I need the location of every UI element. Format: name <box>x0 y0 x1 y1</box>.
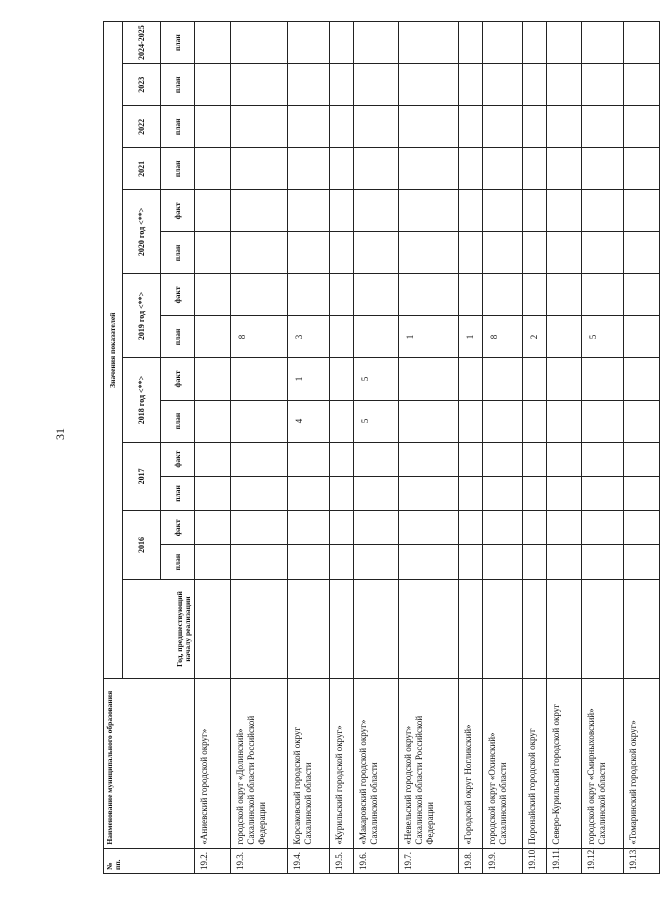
cell-2024-2025-plan <box>582 22 624 64</box>
municipality-name: «Городской округ Ногликский» <box>459 679 483 848</box>
cell-2017-fact <box>330 442 354 476</box>
cell-2018-fact <box>547 358 582 400</box>
row-number: 19.11. <box>547 848 582 873</box>
cell-2019-plan: 8 <box>231 316 288 358</box>
cell-2016-plan <box>547 545 582 579</box>
cell-2017-plan <box>624 476 660 510</box>
table-row <box>195 22 231 874</box>
cell-2018-fact <box>399 358 459 400</box>
cell-2019-plan: 2 <box>523 316 547 358</box>
header-year-2016: 2016 <box>123 511 161 580</box>
cell-2018-plan <box>547 400 582 442</box>
row-number: 19.9. <box>483 848 523 873</box>
header-year-2021: 2021 <box>123 148 161 190</box>
cell-2023-plan <box>330 64 354 106</box>
cell-2016-plan <box>483 545 523 579</box>
cell-2016-plan <box>523 545 547 579</box>
cell-2018-plan <box>459 400 483 442</box>
cell-2021-plan <box>523 148 547 190</box>
cell-2019-fact <box>231 274 288 316</box>
cell-2020-plan <box>582 232 624 274</box>
cell-2020-fact <box>231 190 288 232</box>
cell-2018-fact <box>195 358 231 400</box>
row-number: 19.7. <box>399 848 459 873</box>
municipality-name: Поронайский городской округ <box>523 679 547 848</box>
cell-2016-plan <box>459 545 483 579</box>
cell-2024-2025-plan <box>399 22 459 64</box>
municipality-name: «Томаринский городской округ» <box>624 679 660 848</box>
cell-2020-fact <box>459 190 483 232</box>
municipality-name: городской округ «Долинский» Сахалинской области Российской Федерации <box>231 679 288 848</box>
cell-2016-fact <box>582 511 624 545</box>
cell-2016-plan <box>399 545 459 579</box>
cell-2021-plan <box>354 148 399 190</box>
cell-2018-plan <box>231 400 288 442</box>
cell-2016-fact <box>624 511 660 545</box>
cell-2020-plan <box>330 232 354 274</box>
cell-2024-2025-plan <box>624 22 660 64</box>
cell-2018-plan <box>195 400 231 442</box>
cell-2019-fact <box>582 274 624 316</box>
cell-2019-fact <box>330 274 354 316</box>
cell-2018-plan: 5 <box>354 400 399 442</box>
header-year-prior: Год, предшествующий началу реализации <box>123 579 195 679</box>
cell-2016-fact <box>547 511 582 545</box>
row-number: 19.5. <box>330 848 354 873</box>
cell-2018-plan <box>523 400 547 442</box>
cell-2024-2025-plan <box>483 22 523 64</box>
cell-2022-plan <box>547 106 582 148</box>
header-2022-plan: план <box>161 106 195 148</box>
cell-2020-plan <box>288 232 330 274</box>
cell-2018-plan <box>483 400 523 442</box>
header-2020-fact: факт <box>161 190 195 232</box>
municipality-name: «Аниевский городской округ» <box>195 679 231 848</box>
cell-2016-fact <box>459 511 483 545</box>
cell-2019-fact <box>459 274 483 316</box>
header-2020-plan: план <box>161 232 195 274</box>
cell-2021-plan <box>624 148 660 190</box>
table-row <box>330 22 354 874</box>
table-row <box>354 22 399 874</box>
cell-2022-plan <box>231 106 288 148</box>
cell-2017-fact <box>483 442 523 476</box>
row-number: 19.8. <box>459 848 483 873</box>
cell-year-prior <box>547 579 582 679</box>
cell-2016-fact <box>195 511 231 545</box>
indicators-table <box>103 21 660 874</box>
cell-2019-plan: 3 <box>288 316 330 358</box>
header-2019-plan: план <box>161 316 195 358</box>
header-2017-fact: факт <box>161 442 195 476</box>
cell-2023-plan <box>582 64 624 106</box>
cell-year-prior <box>399 579 459 679</box>
header-2018-fact: факт <box>161 358 195 400</box>
cell-2018-fact <box>523 358 547 400</box>
cell-2016-fact <box>523 511 547 545</box>
cell-2020-plan <box>231 232 288 274</box>
cell-2019-plan: 1 <box>399 316 459 358</box>
header-2021-plan: план <box>161 148 195 190</box>
municipality-name: городской округ «Смирныховский» Сахалинской области <box>582 679 624 848</box>
cell-2017-plan <box>354 476 399 510</box>
cell-2019-plan: 8 <box>483 316 523 358</box>
cell-2019-fact <box>523 274 547 316</box>
cell-2020-plan <box>399 232 459 274</box>
cell-2018-fact <box>330 358 354 400</box>
cell-2021-plan <box>330 148 354 190</box>
cell-2019-fact <box>288 274 330 316</box>
cell-2021-plan <box>288 148 330 190</box>
header-2016-plan: план <box>161 545 195 579</box>
cell-year-prior <box>624 579 660 679</box>
cell-2023-plan <box>483 64 523 106</box>
cell-2023-plan <box>288 64 330 106</box>
cell-2020-fact <box>195 190 231 232</box>
cell-year-prior <box>354 579 399 679</box>
cell-2016-plan <box>195 545 231 579</box>
cell-2019-plan <box>547 316 582 358</box>
cell-2019-plan <box>195 316 231 358</box>
cell-2022-plan <box>330 106 354 148</box>
header-no: № пп. <box>104 848 195 873</box>
cell-2018-fact: 5 <box>354 358 399 400</box>
cell-2023-plan <box>624 64 660 106</box>
cell-2016-fact <box>483 511 523 545</box>
cell-2024-2025-plan <box>195 22 231 64</box>
cell-2020-fact <box>624 190 660 232</box>
cell-2017-plan <box>330 476 354 510</box>
cell-2018-plan <box>624 400 660 442</box>
header-year-2023: 2023 <box>123 64 161 106</box>
cell-2019-plan <box>354 316 399 358</box>
cell-2018-fact <box>624 358 660 400</box>
cell-2020-fact <box>399 190 459 232</box>
table-row <box>624 22 660 874</box>
cell-2019-fact <box>483 274 523 316</box>
municipality-name: городской округ «Охинский» Сахалинской области <box>483 679 523 848</box>
cell-year-prior <box>483 579 523 679</box>
cell-year-prior <box>582 579 624 679</box>
cell-2017-fact <box>523 442 547 476</box>
cell-2018-fact <box>483 358 523 400</box>
cell-2018-plan <box>330 400 354 442</box>
cell-2023-plan <box>399 64 459 106</box>
cell-2016-plan <box>624 545 660 579</box>
row-number: 19.10. <box>523 848 547 873</box>
cell-2024-2025-plan <box>231 22 288 64</box>
cell-2019-plan: 5 <box>582 316 624 358</box>
header-2017-plan: план <box>161 476 195 510</box>
municipality-name: «Невельский городской округ» Сахалинской области Российской Федерации <box>399 679 459 848</box>
row-number: 19.12. <box>582 848 624 873</box>
cell-2016-fact <box>354 511 399 545</box>
cell-2023-plan <box>459 64 483 106</box>
cell-2022-plan <box>523 106 547 148</box>
cell-2019-fact <box>399 274 459 316</box>
cell-2024-2025-plan <box>354 22 399 64</box>
cell-2017-plan <box>547 476 582 510</box>
cell-2017-plan <box>582 476 624 510</box>
cell-2017-fact <box>354 442 399 476</box>
cell-2020-plan <box>354 232 399 274</box>
cell-2016-plan <box>288 545 330 579</box>
cell-2024-2025-plan <box>288 22 330 64</box>
header-year-2017: 2017 <box>123 442 161 511</box>
cell-2021-plan <box>459 148 483 190</box>
cell-2017-plan <box>399 476 459 510</box>
cell-2017-fact <box>459 442 483 476</box>
cell-2024-2025-plan <box>459 22 483 64</box>
cell-2023-plan <box>354 64 399 106</box>
cell-2021-plan <box>483 148 523 190</box>
cell-2016-plan <box>231 545 288 579</box>
cell-2019-fact <box>624 274 660 316</box>
cell-2016-fact <box>399 511 459 545</box>
cell-2017-plan <box>195 476 231 510</box>
cell-2018-fact <box>582 358 624 400</box>
cell-2020-plan <box>459 232 483 274</box>
row-number: 19.4. <box>288 848 330 873</box>
cell-2024-2025-plan <box>330 22 354 64</box>
cell-2023-plan <box>547 64 582 106</box>
header-year-2022: 2022 <box>123 106 161 148</box>
cell-2017-plan <box>231 476 288 510</box>
table-row <box>523 22 547 874</box>
cell-2021-plan <box>547 148 582 190</box>
cell-2020-fact <box>354 190 399 232</box>
table-row <box>399 22 459 874</box>
municipality-name: «Макаровский городской округ» Сахалинской области <box>354 679 399 848</box>
cell-2019-plan <box>624 316 660 358</box>
cell-2020-fact <box>288 190 330 232</box>
cell-2022-plan <box>288 106 330 148</box>
cell-2020-fact <box>330 190 354 232</box>
cell-2020-fact <box>523 190 547 232</box>
cell-2021-plan <box>195 148 231 190</box>
cell-2021-plan <box>582 148 624 190</box>
table-row <box>483 22 523 874</box>
cell-2022-plan <box>624 106 660 148</box>
municipality-name: Северо-Курильский городской округ <box>547 679 582 848</box>
cell-2017-fact <box>399 442 459 476</box>
header-2023-plan: план <box>161 64 195 106</box>
table-row <box>288 22 330 874</box>
cell-2022-plan <box>483 106 523 148</box>
cell-2020-fact <box>582 190 624 232</box>
cell-2018-fact: 1 <box>288 358 330 400</box>
cell-year-prior <box>195 579 231 679</box>
cell-2016-plan <box>330 545 354 579</box>
cell-2019-plan <box>330 316 354 358</box>
row-number: 19.2. <box>195 848 231 873</box>
header-indicators-group: Значения показателей <box>104 22 123 679</box>
municipality-name: «Курильский городской округ» <box>330 679 354 848</box>
header-2024-2025-plan: план <box>161 22 195 64</box>
rotated-table-container <box>103 21 638 874</box>
table-row <box>231 22 288 874</box>
cell-2017-fact <box>624 442 660 476</box>
cell-2017-fact <box>288 442 330 476</box>
cell-2022-plan <box>354 106 399 148</box>
cell-2018-plan <box>582 400 624 442</box>
cell-2020-plan <box>483 232 523 274</box>
cell-2019-plan: 1 <box>459 316 483 358</box>
cell-2017-fact <box>582 442 624 476</box>
cell-2020-plan <box>523 232 547 274</box>
cell-2017-plan <box>483 476 523 510</box>
cell-2016-plan <box>354 545 399 579</box>
cell-2019-fact <box>354 274 399 316</box>
header-name: Наименование муниципального образования <box>104 679 195 848</box>
header-year-2019: 2019 год <**> <box>123 274 161 358</box>
cell-2017-fact <box>547 442 582 476</box>
cell-2019-fact <box>547 274 582 316</box>
cell-2020-fact <box>547 190 582 232</box>
cell-2020-plan <box>195 232 231 274</box>
cell-2017-fact <box>195 442 231 476</box>
cell-2021-plan <box>231 148 288 190</box>
cell-2016-fact <box>231 511 288 545</box>
cell-year-prior <box>288 579 330 679</box>
municipality-name: Корсаковский городской округ Сахалинской области <box>288 679 330 848</box>
cell-2018-plan <box>399 400 459 442</box>
cell-year-prior <box>523 579 547 679</box>
table-row <box>582 22 624 874</box>
header-2016-fact: факт <box>161 511 195 545</box>
header-2019-fact: факт <box>161 274 195 316</box>
cell-year-prior <box>231 579 288 679</box>
row-number: 19.6. <box>354 848 399 873</box>
cell-2019-fact <box>195 274 231 316</box>
cell-2017-plan <box>459 476 483 510</box>
header-year-2018: 2018 год <**> <box>123 358 161 442</box>
row-number: 19.13. <box>624 848 660 873</box>
table-row <box>547 22 582 874</box>
cell-2023-plan <box>231 64 288 106</box>
cell-2018-plan: 4 <box>288 400 330 442</box>
cell-2022-plan <box>399 106 459 148</box>
cell-2017-plan <box>523 476 547 510</box>
cell-2020-plan <box>547 232 582 274</box>
cell-2018-fact <box>231 358 288 400</box>
cell-2016-fact <box>288 511 330 545</box>
cell-2021-plan <box>399 148 459 190</box>
cell-2022-plan <box>195 106 231 148</box>
cell-2018-fact <box>459 358 483 400</box>
table-row <box>459 22 483 874</box>
cell-2017-plan <box>288 476 330 510</box>
cell-2023-plan <box>195 64 231 106</box>
row-number: 19.3. <box>231 848 288 873</box>
cell-2017-fact <box>231 442 288 476</box>
header-year-2024-2025: 2024-2025 <box>123 22 161 64</box>
cell-2024-2025-plan <box>547 22 582 64</box>
cell-2016-plan <box>582 545 624 579</box>
cell-2024-2025-plan <box>523 22 547 64</box>
cell-2023-plan <box>523 64 547 106</box>
cell-year-prior <box>330 579 354 679</box>
cell-2020-plan <box>624 232 660 274</box>
cell-2022-plan <box>459 106 483 148</box>
header-year-2020: 2020 год <**> <box>123 190 161 274</box>
header-2018-plan: план <box>161 400 195 442</box>
page-number: 31 <box>53 428 67 440</box>
cell-2022-plan <box>582 106 624 148</box>
cell-2016-fact <box>330 511 354 545</box>
cell-year-prior <box>459 579 483 679</box>
cell-2020-fact <box>483 190 523 232</box>
